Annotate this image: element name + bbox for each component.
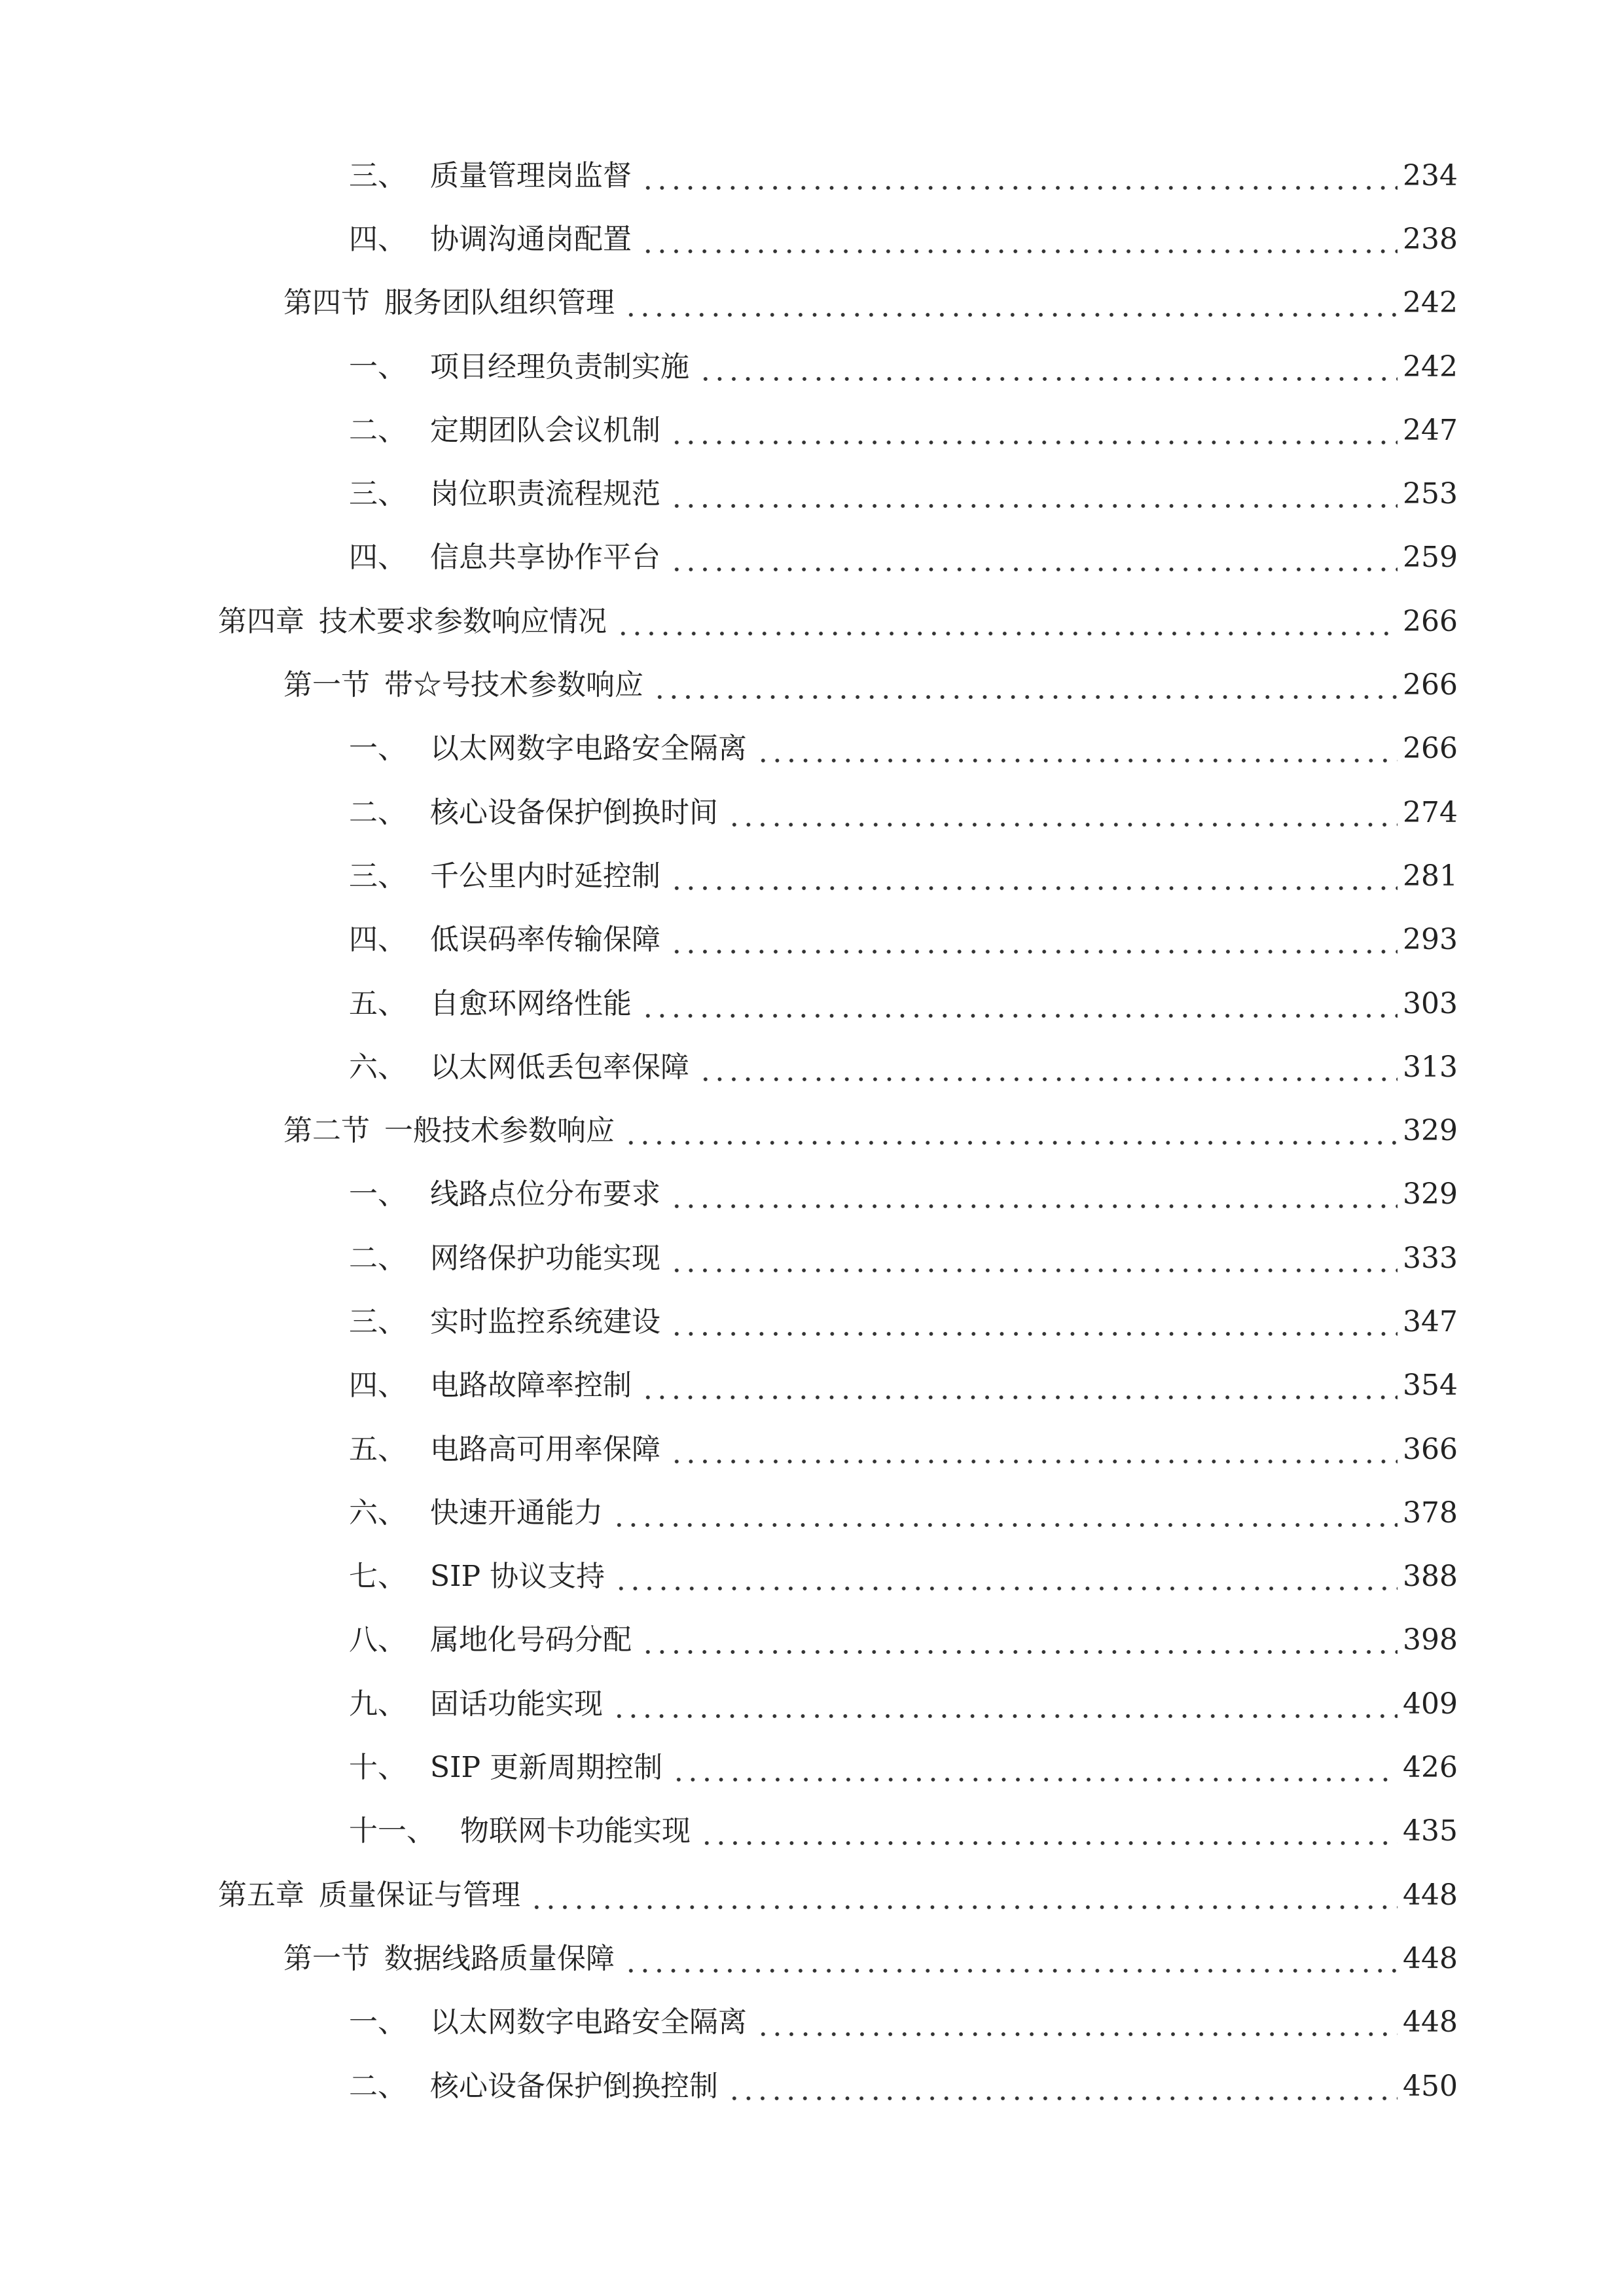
toc-entry[interactable] [0, 1418, 1624, 1481]
toc-entry-page: 448 [1403, 1878, 1458, 1912]
toc-entry-number: 一、 [349, 1177, 406, 1211]
toc-entry-title: 电路故障率控制 [430, 1369, 632, 1403]
toc-entry-title: 电路高可用率保障 [430, 1432, 660, 1466]
toc-entry-page: 347 [1403, 1304, 1458, 1338]
toc-entry-number: 一、 [349, 2005, 406, 2039]
toc-entry-title: 技术要求参数响应情况 [319, 604, 607, 638]
toc-entry-number: 第四章 [218, 604, 304, 638]
toc-entry-number: 七、 [349, 1560, 406, 1594]
dot-leader [756, 2008, 1398, 2037]
toc-entry-number: 十一、 [349, 1814, 435, 1848]
toc-entry-page: 435 [1403, 1814, 1458, 1848]
toc-entry-title: 带☆号技术参数响应 [384, 668, 643, 702]
toc-entry-page: 366 [1403, 1432, 1458, 1466]
toc-entry-title: 以太网低丢包率保障 [430, 1050, 689, 1084]
toc-entry-title: 线路点位分布要求 [430, 1177, 660, 1211]
dot-leader [672, 1753, 1398, 1782]
toc-entry-number: 第一节 [283, 668, 370, 702]
toc-entry[interactable] [0, 590, 1624, 653]
toc-entry[interactable] [0, 207, 1624, 271]
toc-entry[interactable] [0, 1863, 1624, 1927]
toc-entry-page: 398 [1403, 1623, 1458, 1657]
dot-leader [670, 1435, 1398, 1464]
toc-entry-page: 238 [1403, 222, 1458, 256]
toc-entry-page: 448 [1403, 1941, 1458, 1975]
toc-entry-page: 329 [1403, 1177, 1458, 1211]
toc-entry[interactable] [0, 717, 1624, 781]
table-of-contents [0, 144, 1624, 2118]
toc-entry-title: SIP 更新周期控制 [430, 1751, 663, 1785]
toc-entry-title: 核心设备保护倒换控制 [430, 2069, 718, 2103]
toc-entry-page: 354 [1403, 1369, 1458, 1403]
dot-leader [612, 1690, 1398, 1719]
toc-entry-page: 266 [1403, 668, 1458, 702]
toc-entry-page: 266 [1403, 732, 1458, 766]
toc-entry-title: 物联网卡功能实现 [460, 1814, 691, 1848]
toc-entry[interactable] [0, 1099, 1624, 1162]
toc-entry-number: 二、 [349, 1241, 406, 1275]
toc-entry-page: 281 [1403, 859, 1458, 893]
toc-entry-title: 以太网数字电路安全隔离 [430, 732, 747, 766]
toc-entry-title: 定期团队会议机制 [430, 413, 660, 447]
toc-entry-title: 一般技术参数响应 [384, 1114, 615, 1148]
toc-entry-title: 质量保证与管理 [319, 1878, 520, 1912]
toc-entry[interactable] [0, 1290, 1624, 1354]
toc-entry-number: 八、 [349, 1623, 406, 1657]
toc-entry-number: 五、 [349, 986, 406, 1020]
toc-entry[interactable] [0, 2054, 1624, 2118]
toc-entry-title: 网络保护功能实现 [430, 1241, 660, 1275]
toc-entry[interactable] [0, 144, 1624, 207]
toc-entry-page: 329 [1403, 1114, 1458, 1148]
dot-leader [670, 416, 1398, 445]
toc-entry-page: 234 [1403, 158, 1458, 192]
dot-leader [641, 1371, 1398, 1400]
toc-entry[interactable] [0, 1927, 1624, 1990]
toc-entry-page: 409 [1403, 1687, 1458, 1721]
toc-entry-number: 第五章 [218, 1878, 304, 1912]
toc-entry[interactable] [0, 972, 1624, 1035]
toc-entry-page: 426 [1403, 1751, 1458, 1785]
toc-entry[interactable] [0, 1545, 1624, 1609]
toc-entry-title: 低误码率传输保障 [430, 923, 660, 957]
toc-entry-title: 项目经理负责制实施 [430, 350, 689, 384]
dot-leader [670, 1244, 1398, 1273]
toc-entry[interactable] [0, 781, 1624, 844]
toc-entry-number: 四、 [349, 923, 406, 957]
dot-leader [727, 798, 1398, 827]
toc-entry-page: 388 [1403, 1560, 1458, 1594]
toc-entry[interactable] [0, 272, 1624, 335]
toc-entry-title: 实时监控系统建设 [430, 1304, 660, 1338]
toc-entry-title: 服务团队组织管理 [384, 286, 615, 320]
toc-entry-title: 数据线路质量保障 [384, 1941, 615, 1975]
toc-entry-title: 固话功能实现 [430, 1687, 603, 1721]
toc-entry-title: SIP 协议支持 [430, 1560, 605, 1594]
dot-leader [616, 607, 1398, 636]
dot-leader [670, 480, 1398, 509]
toc-entry-page: 253 [1403, 477, 1458, 511]
dot-leader [670, 543, 1398, 572]
toc-entry-page: 266 [1403, 604, 1458, 638]
toc-entry-page: 313 [1403, 1050, 1458, 1084]
toc-entry-number: 三、 [349, 859, 406, 893]
toc-entry-title: 岗位职责流程规范 [430, 477, 660, 511]
toc-entry-number: 三、 [349, 158, 406, 192]
toc-entry[interactable] [0, 844, 1624, 908]
dot-leader [641, 1626, 1398, 1655]
dot-leader [612, 1499, 1398, 1528]
dot-leader [670, 862, 1398, 891]
toc-entry-number: 三、 [349, 1304, 406, 1338]
toc-entry-title: 核心设备保护倒换时间 [430, 795, 718, 829]
toc-entry-title: 以太网数字电路安全隔离 [430, 2005, 747, 2039]
dot-leader [641, 225, 1398, 254]
toc-entry-title: 千公里内时延控制 [430, 859, 660, 893]
toc-entry-page: 242 [1403, 350, 1458, 384]
toc-entry-number: 三、 [349, 477, 406, 511]
toc-entry-page: 450 [1403, 2069, 1458, 2103]
toc-entry-title: 属地化号码分配 [430, 1623, 632, 1657]
toc-entry-number: 六、 [349, 1496, 406, 1530]
toc-entry[interactable] [0, 653, 1624, 717]
toc-entry-page: 303 [1403, 986, 1458, 1020]
dot-leader [530, 1881, 1398, 1910]
toc-entry[interactable] [0, 462, 1624, 526]
dot-leader [700, 1817, 1398, 1846]
toc-entry-page: 259 [1403, 541, 1458, 575]
toc-entry-title: 自愈环网络性能 [430, 986, 632, 1020]
toc-entry-number: 四、 [349, 541, 406, 575]
toc-entry-number: 一、 [349, 732, 406, 766]
dot-leader [614, 1562, 1398, 1591]
toc-entry-page: 247 [1403, 413, 1458, 447]
toc-entry[interactable] [0, 1800, 1624, 1863]
toc-entry[interactable] [0, 1035, 1624, 1099]
toc-entry[interactable] [0, 1481, 1624, 1545]
toc-entry[interactable] [0, 1736, 1624, 1799]
dot-leader [670, 1308, 1398, 1336]
toc-entry-number: 十、 [349, 1751, 406, 1785]
toc-entry-page: 378 [1403, 1496, 1458, 1530]
dot-leader [653, 671, 1398, 700]
toc-entry-number: 四、 [349, 222, 406, 256]
toc-entry-number: 九、 [349, 1687, 406, 1721]
toc-entry[interactable] [0, 1609, 1624, 1672]
dot-leader [698, 1053, 1398, 1082]
toc-entry-title: 信息共享协作平台 [430, 541, 660, 575]
toc-entry-number: 二、 [349, 2069, 406, 2103]
toc-entry-page: 333 [1403, 1241, 1458, 1275]
dot-leader [624, 289, 1398, 317]
toc-entry[interactable] [0, 399, 1624, 462]
dot-leader [727, 2072, 1398, 2101]
toc-entry-number: 六、 [349, 1050, 406, 1084]
toc-entry[interactable] [0, 526, 1624, 590]
dot-leader [624, 1117, 1398, 1145]
toc-entry-number: 五、 [349, 1432, 406, 1466]
toc-entry-page: 293 [1403, 923, 1458, 957]
toc-entry-title: 质量管理岗监督 [430, 158, 632, 192]
dot-leader [698, 353, 1398, 382]
toc-entry-page: 448 [1403, 2005, 1458, 2039]
toc-entry-title: 快速开通能力 [430, 1496, 603, 1530]
dot-leader [641, 990, 1398, 1018]
toc-entry-number: 一、 [349, 350, 406, 384]
toc-entry-title: 协调沟通岗配置 [430, 222, 632, 256]
toc-entry-number: 第二节 [283, 1114, 370, 1148]
toc-entry-number: 四、 [349, 1369, 406, 1403]
toc-entry[interactable] [0, 1991, 1624, 2054]
toc-entry[interactable] [0, 1672, 1624, 1736]
toc-entry[interactable] [0, 1163, 1624, 1227]
toc-entry-page: 274 [1403, 795, 1458, 829]
toc-entry-number: 二、 [349, 413, 406, 447]
toc-entry-number: 第一节 [283, 1941, 370, 1975]
toc-entry-number: 二、 [349, 795, 406, 829]
toc-entry-number: 第四节 [283, 286, 370, 320]
toc-entry[interactable] [0, 1354, 1624, 1418]
toc-entry[interactable] [0, 335, 1624, 399]
dot-leader [670, 925, 1398, 954]
dot-leader [624, 1945, 1398, 1973]
dot-leader [670, 1180, 1398, 1209]
toc-entry[interactable] [0, 908, 1624, 972]
dot-leader [756, 734, 1398, 763]
toc-entry-page: 242 [1403, 286, 1458, 320]
toc-entry[interactable] [0, 1227, 1624, 1290]
dot-leader [641, 162, 1398, 190]
